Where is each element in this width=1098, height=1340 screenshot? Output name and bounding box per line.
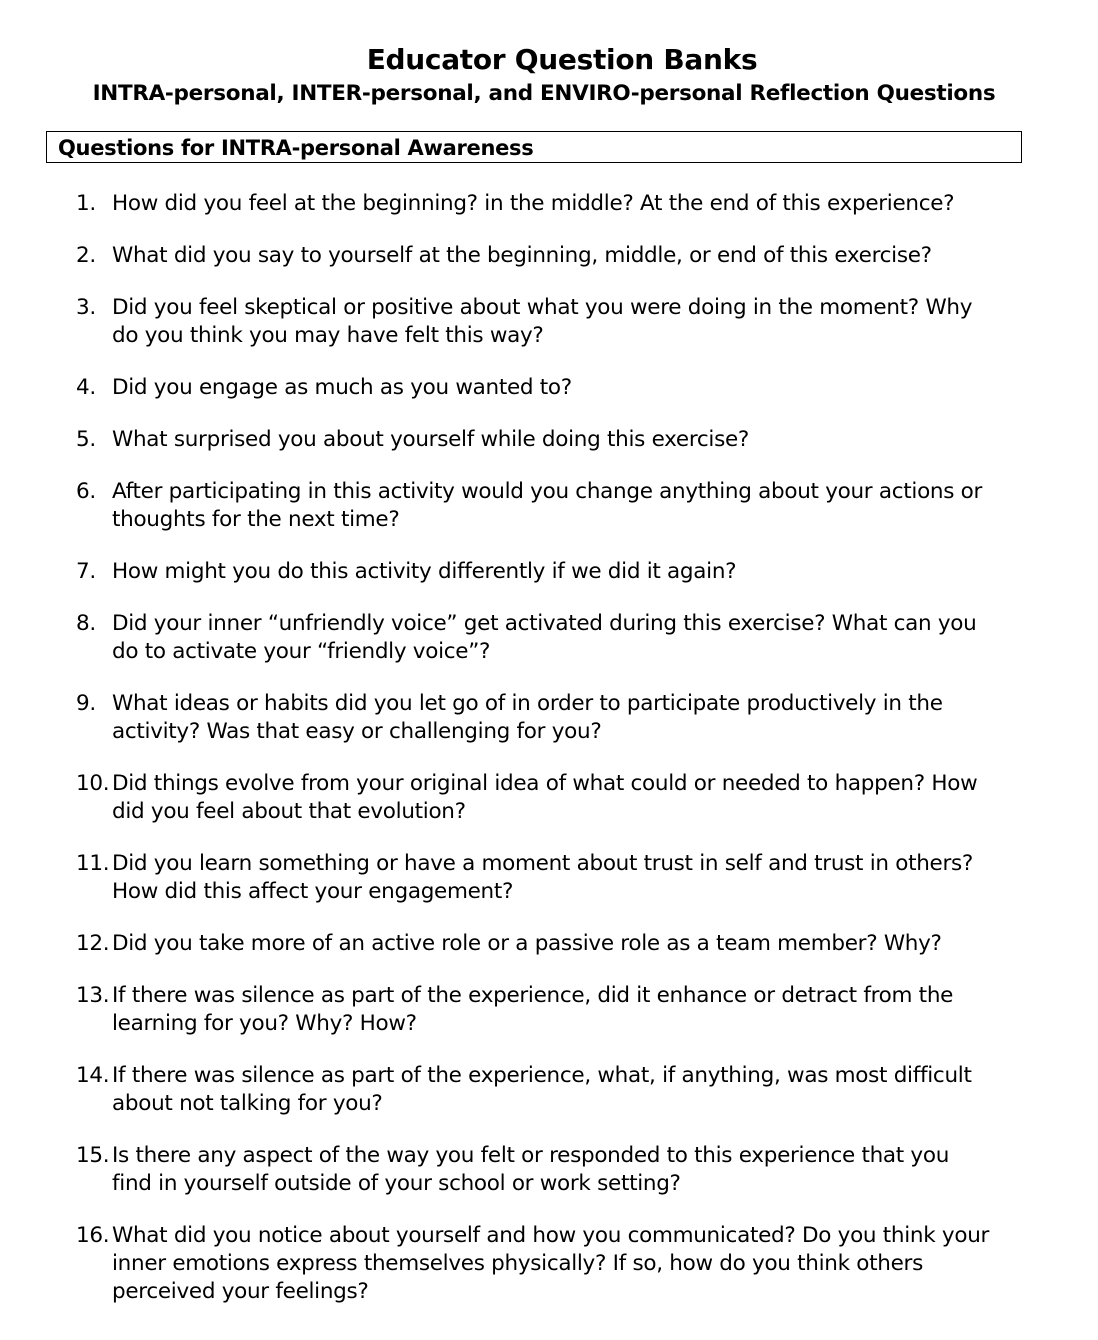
question-line: activity? Was that easy or challenging for you? <box>112 719 602 744</box>
question-line: How might you do this activity differently if we did it again? <box>112 559 737 584</box>
question-line: If there was silence as part of the experience, did it enhance or detract from the <box>112 983 954 1008</box>
question-text <box>112 294 1032 350</box>
question-text <box>112 610 1032 666</box>
question-number: 4. <box>76 375 96 400</box>
question-line: After participating in this activity would you change anything about your actions or <box>112 479 983 504</box>
question-line: If there was silence as part of the experience, what, if anything, was most difficult <box>112 1063 972 1088</box>
question-line: Did you learn something or have a moment about trust in self and trust in others? <box>112 851 974 876</box>
question-line: Did you feel skeptical or positive about what you were doing in the moment? Why <box>112 295 973 320</box>
question-line: perceived your feelings? <box>112 1279 369 1304</box>
question-number: 1. <box>76 191 96 216</box>
question-number: 6. <box>76 479 96 504</box>
question-text <box>112 1222 1032 1306</box>
question-number: 14. <box>76 1063 110 1088</box>
question-number: 13. <box>76 983 110 1008</box>
question-number: 11. <box>76 851 110 876</box>
question-line: did you feel about that evolution? <box>112 799 466 824</box>
question-line: Did you take more of an active role or a passive role as a team member? Why? <box>112 931 942 956</box>
section-heading-box <box>46 131 1022 163</box>
question-text <box>112 930 1032 958</box>
question-line: about not talking for you? <box>112 1091 383 1116</box>
question-line: What surprised you about yourself while doing this exercise? <box>112 427 750 452</box>
question-number: 15. <box>76 1143 110 1168</box>
question-number: 8. <box>76 611 96 636</box>
question-line: thoughts for the next time? <box>112 507 400 532</box>
question-number: 7. <box>76 559 96 584</box>
question-line: do to activate your “friendly voice”? <box>112 639 491 664</box>
question-line: How did you feel at the beginning? in the middle? At the end of this experience? <box>112 191 955 216</box>
question-line: Did you engage as much as you wanted to? <box>112 375 572 400</box>
question-line: How did this affect your engagement? <box>112 879 514 904</box>
question-number: 3. <box>76 295 96 320</box>
question-text <box>112 426 1032 454</box>
question-text <box>112 690 1032 746</box>
question-number: 10. <box>76 771 110 796</box>
question-text <box>112 374 1032 402</box>
document-title: Educator Question Banks <box>366 43 758 76</box>
question-number: 12. <box>76 931 110 956</box>
question-line: inner emotions express themselves physically? If so, how do you think others <box>112 1251 923 1276</box>
question-text <box>112 770 1032 826</box>
question-text <box>112 982 1032 1038</box>
question-line: What did you say to yourself at the beginning, middle, or end of this exercise? <box>112 243 932 268</box>
question-line: find in yourself outside of your school or work setting? <box>112 1171 681 1196</box>
question-text <box>112 850 1032 906</box>
question-text <box>112 558 1032 586</box>
document-subtitle: INTRA-personal, INTER-personal, and ENVIRO-personal Reflection Questions <box>92 81 996 106</box>
question-line: What ideas or habits did you let go of in order to participate productively in the <box>112 691 943 716</box>
question-text <box>112 478 1032 534</box>
question-line: What did you notice about yourself and how you communicated? Do you think your <box>112 1223 990 1248</box>
question-text <box>112 1062 1032 1118</box>
question-line: learning for you? Why? How? <box>112 1011 417 1036</box>
question-number: 2. <box>76 243 96 268</box>
question-text <box>112 190 1032 218</box>
question-line: Did your inner “unfriendly voice” get activated during this exercise? What can you <box>112 611 977 636</box>
question-text <box>112 242 1032 270</box>
question-number: 9. <box>76 691 96 716</box>
question-number: 16. <box>76 1223 110 1248</box>
question-line: do you think you may have felt this way? <box>112 323 544 348</box>
question-number: 5. <box>76 427 96 452</box>
question-text <box>112 1142 1032 1198</box>
section-heading: Questions for INTRA-personal Awareness <box>58 136 534 160</box>
question-line: Did things evolve from your original idea of what could or needed to happen? How <box>112 771 978 796</box>
question-line: Is there any aspect of the way you felt or responded to this experience that you <box>112 1143 950 1168</box>
